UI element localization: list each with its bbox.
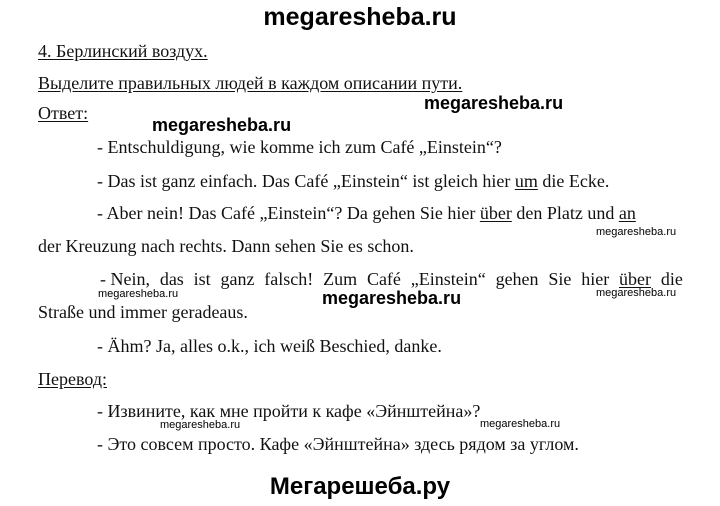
answer-line-5-word: „Einstein“ — [410, 269, 486, 289]
answer-line-2-underlined: um — [514, 171, 538, 191]
answer-line-5-word: hier — [581, 269, 610, 289]
watermark-small-4: megaresheba.ru — [160, 419, 241, 431]
answer-line-5-end: die — [660, 269, 683, 289]
task-instruction: Выделите правильных людей в каждом описании пути. — [38, 73, 463, 93]
watermark-small-5: megaresheba.ru — [480, 418, 561, 430]
answer-line-5-word: ist — [193, 269, 211, 289]
answer-line-2-post: die Ecke. — [537, 171, 610, 191]
answer-line-5-word: das — [159, 269, 184, 289]
watermark-small-3: megaresheba.ru — [596, 287, 677, 299]
answer-label: Ответ: — [38, 103, 89, 123]
watermark-small-2: megaresheba.ru — [98, 288, 179, 300]
exercise-title: 4. Берлинский воздух. — [38, 41, 208, 61]
translation-line-2: - Это совсем просто. Кафе «Эйнштейна» здесь рядом за углом. — [97, 434, 579, 454]
answer-line-5-word: falsch! — [264, 269, 314, 289]
answer-line-4: der Kreuzung nach rechts. Dann sehen Sie es schon. — [38, 236, 414, 256]
answer-line-1: - Entschuldigung, wie komme ich zum Café „Einstein“? — [97, 137, 502, 157]
watermark-bold-3: megaresheba.ru — [322, 288, 462, 308]
header-watermark: megaresheba.ru — [263, 3, 457, 31]
answer-line-3-underlined-2: an — [618, 203, 636, 223]
answer-line-5-word: - Nein, — [100, 269, 150, 289]
footer-watermark: Мегарешеба.ру — [269, 473, 451, 500]
answer-line-5-word: Zum — [323, 269, 358, 289]
answer-line-5-word: ganz — [220, 269, 255, 289]
answer-line-3-underlined-1: über — [479, 203, 512, 223]
answer-line-3-mid: den Platz und — [511, 203, 619, 223]
answer-line-5-word: Café — [366, 269, 401, 289]
watermark-bold-2: megaresheba.ru — [152, 115, 292, 135]
answer-line-6: Straße und immer geradeaus. — [38, 302, 248, 322]
answer-line-7: - Ähm? Ja, alles o.k., ich weiß Beschied, danke. — [97, 336, 442, 356]
translation-line-1: - Извините, как мне пройти к кафе «Эйнштейна»? — [97, 401, 481, 421]
answer-line-5-word: gehen — [495, 269, 539, 289]
answer-line-2 — [97, 170, 609, 192]
watermark-bold-1: megaresheba.ru — [424, 93, 564, 113]
answer-line-5-underlined: über — [619, 269, 652, 289]
translation-label: Перевод: — [38, 369, 107, 389]
watermark-small-1: megaresheba.ru — [596, 226, 677, 238]
answer-line-3-pre: - Aber nein! Das Café „Einstein“? Da gehen Sie hier — [97, 203, 480, 223]
answer-line-2-pre: - Das ist ganz einfach. Das Café „Einstein“ ist gleich hier — [97, 171, 515, 191]
answer-line-5-word: Sie — [548, 269, 572, 289]
answer-line-3 — [97, 202, 636, 224]
